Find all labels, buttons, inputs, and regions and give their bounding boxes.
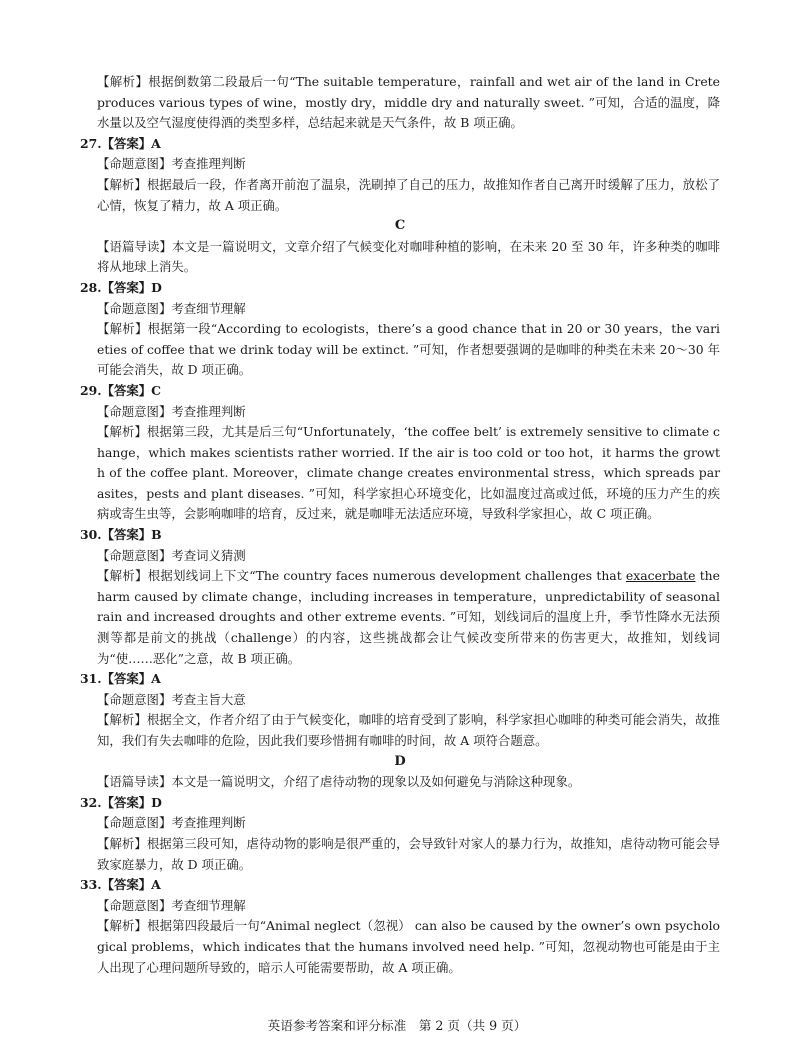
q27-intent: 【命题意图】考查推理判断 — [97, 156, 246, 172]
q29-answer: 29.【答案】C — [80, 382, 161, 398]
page-footer: 英语参考答案和评分标准 第 2 页（共 9 页） — [267, 1018, 527, 1033]
q29-analysis: 【解析】根据第三段，尤其是后三句“Unfortunately，‘the coffee belt’ is extremely sensitive to climate change，which makes scientists rather worried. If the air is too cold or too hot，it harms the growth of the coffee plant. Moreover，climate change creates environmental stress，which spreads parasites，pests and plant diseases. ”可知，科学家担心环境变化，比如温度过高或过低，环境的压力产生的疾病或寄生虫等，会影响咖啡的培育，反过来，就是咖啡无法适应环境，导致科学家担心，故 C 项正确。 — [97, 424, 720, 522]
q30-analysis — [80, 566, 720, 669]
q28-answer: 28.【答案】D — [80, 279, 162, 295]
q31-answer: 31.【答案】A — [80, 671, 161, 687]
q32-intent: 【命题意图】考查推理判断 — [97, 815, 246, 831]
q30-answer: 30.【答案】B — [80, 527, 162, 543]
section-d-guide: 【语篇导读】本文是一篇说明文，介绍了虐待动物的现象以及如何避免与消除这种现象。 — [97, 774, 581, 790]
q30-intent: 【命题意图】考查词义猜测 — [97, 547, 246, 563]
q31-intent: 【命题意图】考查主旨大意 — [97, 691, 246, 707]
q31-analysis: 【解析】根据全文，作者介绍了由于气候变化，咖啡的培育受到了影响，科学家担心咖啡的种类可能会消失，故推知，我们有失去咖啡的危险，因此我们要珍惜拥有咖啡的时间，故 A 项符合题意。 — [97, 712, 720, 748]
q28-intent: 【命题意图】考查细节理解 — [97, 300, 246, 316]
q30-analysis-post: the harm caused by climate change，including increases in temperature，unpredictability of seasonal rain and increased droughts and other extreme events. ”可知，划线词后的温度上升，季节性降水无法预测等都是前文的挑战（challenge）的内容，这些挑战都会让气候改变所带来的伤害更大，故推知，划线词为“使……恶化”之意，故 B 项正确。 — [97, 568, 720, 666]
q33-answer: 33.【答案】A — [80, 877, 161, 893]
q27-answer: 27.【答案】A — [80, 135, 161, 151]
answer-content — [80, 72, 720, 978]
q26-analysis: 【解析】根据倒数第二段最后一句“The suitable temperature，rainfall and wet air of the land in Crete produces various types of wine，mostly dry，middle dry and naturally sweet. ”可知，合适的温度，降水量以及空气湿度使得酒的类型多样，总结起来就是天气条件，故 B 项正确。 — [97, 74, 720, 131]
section-d-title: D — [394, 753, 406, 769]
q33-analysis: 【解析】根据第四段最后一句“Animal neglect（忽视） can also be caused by the owner’s own psychological problems，which indicates that the humans involved need help. ”可知，忽视动物也可能是由于主人出现了心理问题所导致的，暗示人可能需要帮助，故 A 项正确。 — [97, 918, 720, 975]
q29-intent: 【命题意图】考查推理判断 — [97, 403, 246, 419]
q30-analysis-pre: 【解析】根据划线词上下文“The country faces numerous development challenges that — [97, 568, 626, 584]
q27-analysis: 【解析】根据最后一段，作者离开前泡了温泉，洗刷掉了自己的压力，故推知作者自己离开时缓解了压力，放松了心情，恢复了精力，故 A 项正确。 — [97, 176, 720, 213]
underlined-word: exacerbate — [625, 568, 696, 584]
q32-answer: 32.【答案】D — [80, 794, 162, 810]
q32-analysis: 【解析】根据第三段可知，虐待动物的影响是很严重的，会导致针对家人的暴力行为，故推知，虐待动物可能会导致家庭暴力，故 D 项正确。 — [97, 835, 720, 872]
q33-intent: 【命题意图】考查细节理解 — [97, 897, 246, 913]
section-c-guide: 【语篇导读】本文是一篇说明文，文章介绍了气候变化对咖啡种植的影响，在未来 20 至 30 年，许多种类的咖啡将从地球上消失。 — [97, 238, 720, 275]
q28-analysis: 【解析】根据第一段“According to ecologists，there’s a good chance that in 20 or 30 years，the varieties of coffee that we drink today will be extinct. ”可知，作者想要强调的是咖啡的种类在未来 20～30 年可能会消失，故 D 项正确。 — [97, 321, 720, 378]
section-c-title: C — [394, 218, 406, 234]
